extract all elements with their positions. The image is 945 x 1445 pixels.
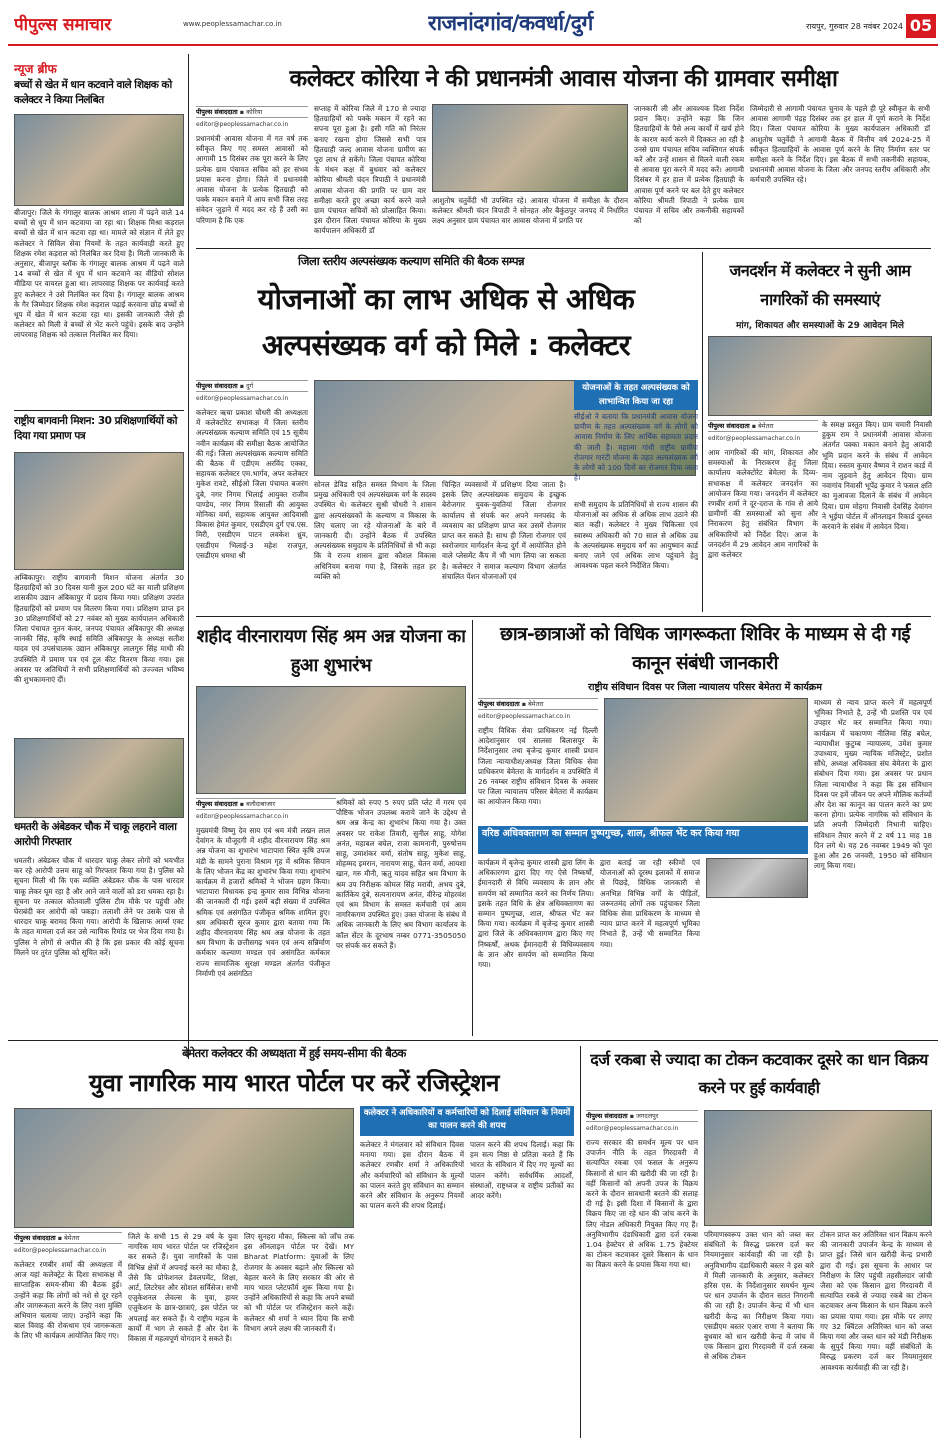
shramik-byline: पीपुल्स संवाददाता ▪ बलौदाबाजार [196,798,336,810]
minority-byline-place: दुर्ग [246,382,254,390]
samay-col3: लिए सुनहरा मौका, स्किल्स को जाँच तक इस ऑनलाइन पोर्टल पर देखें। MY Bharat Platform: युवाओं के लिए रोजगार के अवसर बढ़ाने और स्किल्स को बेहतर करने के लिए सरकार की ओर से माय भारत प्लेटफॉर्म शुरू किया गया है। उन्होंने अधिकारियों से कहा कि अपने बच्चों को भी पोर्टल पर रजिस्ट्रेशन करने कहें। कलेक्टर श्री शर्मा ने ध्यान दिया कि सभी विभाग अपने लक्ष्य की जानकारी दें। [244,1232,354,1333]
samay-col5: पालन करने की शपथ दिलाई। कहा कि हम सत्य निष्ठा से प्रतिज्ञा करते हैं कि भारत के संविधान में दिए गए मूल्यों का पालन करेंगे। सर्वधर्मिक आदर्शों, संस्थाओं, राष्ट्रध्वज व राष्ट्रीय प्रतीकों का आदर करेंगे। [470,1140,574,1201]
minority-col3: चिन्हित व्यवसायों में प्रशिक्षण दिया जाता है। इसके लिए अल्पसंख्यक समुदाय के इच्छुक बेरोजगार युवक-युवतियां जिला रोजगार कार्यालय से संपर्क कर अपने मनपसंद के व्यवसाय का प्रशिक्षण प्राप्त कर उसमें रोजगार प्राप्त कर सकते हैं। साथ ही जिला रोजगार एवं स्वरोजगार मार्गदर्शन केन्द्र दुर्ग में आयोजित होने वाले प्लेसमेंट कैंप में भी भाग लिया जा सकता है। कलेक्टर ने समाज कल्याण विभाग अंतर्गत संचालित पेंशन योजनाओं एवं [442,480,566,581]
samay-kicker: बेमेतरा कलेक्टर की अध्यक्षता में हुई समय-सीमा की बैठक [182,1046,406,1060]
jandarshan-headline: जनदर्शन में कलेक्टर ने सुनी आम नागरिकों की समस्याएं [729,261,911,309]
vidhik-col4: माध्यम से न्याय प्राप्त करने में महत्वपूर्ण भूमिका निभाते है, उन्हें भी प्रशस्ति पत्र एवं उपहार भेंट कर सम्मानित किया गया। कार्यक्रम में चकाणण नीलिमा सिंह बघेल, न्यायाधीश कुटुम्ब न्यायालय, उमेश कुमार उपाध्याय, मुख्य न्यायिक मजिस्ट्रेट, प्रशोत सौंधे, अध्यक्ष अधिवक्ता संघ बेमेतरा के द्वारा संबोधन दिया गया। इस अवसर पर प्रधान जिला न्यायाधीश ने कहा कि इस संविधान दिवस पर हमें जीवन पर अपने मौलिक कर्तव्यों और देश का कानून का पालन करने का प्रण करना होगा। प्रत्येक नागरिक को संविधान के प्रति अपनी जिम्मेदारी निभानी चाहिए। संविधान तैयार करने में 2 वर्ष 11 माह 18 दिन लगे थे। यह 26 नवम्बर 1949 को पूरा हुआ और 26 जनवरी, 1950 को संविधान लागू किया गया। [814,698,932,871]
token-photo [704,1110,932,1226]
vidhik-col2: कार्यक्रम में बृजेन्द्र कुमार शास्त्री द्वारा लिंग के अधिकारगण द्वारा दिए गए ऐसे निष्कर्षों, ईमानदारी से विधि व्यवसाय के ज्ञान और समर्पण को सम्मानित करने का निर्णय लिया। इसके तहत विधि के क्षेत्र अधिवक्तागण का सम्मान पुष्पगुच्छ, शाल, श्रीफल भेंट कर किया गया। कार्यक्रम में बृजेन्द्र कुमार शास्त्री द्वारा जिले के अधिवक्तागण द्वारा किए गए निष्कर्षों, अथक ईमानदारी से विधिव्यवसाय के ज्ञान और समर्पण को सम्मानित किया गया। [478,858,594,970]
bagwani-photo [14,452,184,570]
masthead [8,6,938,46]
top-email[interactable]: editor@peoplessamachar.co.in [196,121,289,128]
samay-byline-name: पीपुल्स संवाददाता [14,1234,56,1242]
samay-photo [14,1108,354,1228]
top-col5: जिम्मेदारी से आगामी पंचायत चुनाव के पहले ही पूरे स्वीकृत के सभी आवास आगामी पंद्रह दिसंबर तक हर हाल में पूर्ण कराने के निर्देश दिए। जिला पंचायत कोरिया के मुख्य कार्यपालन अधिकारी डॉ आशुतोष चतुर्वेदी ने आगामी बैठक में वित्तीय वर्ष 2024-25 में स्वीकृत हितग्राहियों के आवास पूर्ण करने के लिए निर्माण स्तर पर समीक्षा करने के निर्देश दिए। इस बैठक में सभी तकनीकी सहायक, प्रधानमंत्री आवास योजना के जिला और जनपद स्तरीय अधिकारी और कर्मचारी उपस्थित रहे। [750,104,930,185]
issue-date: रायपुर, गुरुवार 28 नवंबर 2024 [806,22,903,31]
page-number: 05 [906,14,936,38]
token-col3: टोकन प्राप्त कर अतिरिक्त धान विक्रय करने की जानकारी उपार्जन केन्द्र के माध्यम से प्राप्त हुई। जिसे धान खरीदी केन्द्र प्रभारी द्वारा दी गई। इस सूचना के आधार पर निरीक्षण के लिए पहुंची तहसीलदार जांची जैसा को एक किसान द्वारा गिरदावरी में सत्यापित रकबे से ज्यादा रकबे का टोकन कटवाकर अन्य किसान के धान विक्रय करने का प्रयास पाया गया। इस मौके पर लगए गए 32 क्विंटल अतिरिक्त धान को जब्त किया गया और जब्त धान को मंडी निरीक्षक के सुपुर्द किया गया। वहीं संबंधितों के विरुद्ध प्रकरण दर्ज कर नियमानुसार आवश्यक कार्यवाही की जा रही है। [820,1230,932,1372]
dhamtari-photo [14,738,184,818]
minority-callout-body: सीईओ ने बताया कि प्रधानमंत्री आवास योजना ग्रामीण के तहत अल्पसंख्यक वर्ग के लोगों को आवास निर्माण के लिए आर्थिक सहायता प्रदान की जाती है। महात्मा गांधी राष्ट्रीय ग्रामीण रोजगार गारंटी योजना के तहत अल्पसंख्यक वर्ग के लोगों को 100 दिनों का रोजगार दिया जाता है। [574,412,698,483]
minority-col1: कलेक्टर ऋचा प्रकाश चौधरी की अध्यक्षता में कलेक्टोरेट सभाकक्ष में जिला स्तरीय अल्पसंख्यक कल्याण समिति एवं 15 सूत्रीय नवीन कार्यक्रम की समीक्षा बैठक आयोजित की गई। जिला अल्पसंख्यक कल्याण समिति की बैठक में एडीएम अरविंद एक्का, सहायक कलेक्टर एम.भार्गव, अपर कलेक्टर मुकेश रावटे, सीईओ जिला पंचायत बजरंग दुबे, नगर निगम भिलाई आयुक्त राजीव पाण्डेय, नगर निगम रिसाली की आयुक्त मोनिका वर्मा, सहायक आयुक्त आदिवासी विकास हेमंत कुमार, एसडीएम दुर्ग एच.एस. मिरी, एसडीएम पाटन लवकेश ध्रुव, एसडीएम भिलाई-3 महेश राजपूत, एसडीएम धमधा श्री [196,408,308,560]
top-byline: पीपुल्स संवाददाता ▪ कोरिया [196,106,308,118]
shramik-byline-name: पीपुल्स संवाददाता [196,800,238,808]
shramik-email[interactable]: editor@peoplessamachar.co.in [196,813,289,820]
token-byline-name: पीपुल्स संवाददाता [586,1112,628,1120]
top-col1: प्रधानमंत्री आवास योजना में गत वर्ष तक स्वीकृत किए गए समस्त आवासों को आगामी 15 दिसंबर तक पूरा करने के लिए प्रत्येक ग्राम पंचायत सचिव को हर संभव प्रयास करना होगा। जिले में प्रधानमंत्री आवास योजना के प्रत्येक हितग्राही को पक्के मकान बनाने में आप सभी जिस तरह संवेदन जुड़ाने में मदद कर रहे हैं उसी का परिणाम है कि एक [196,134,308,225]
dhamtari-body: धमतरी। अंबेडकर चौक में धारदार चाकू लेकर लोगों को भयभीत कर रहे आरोपी उत्तम साहू को गिरफ्तार किया गया है। पुलिस को सूचना मिली थी कि एक व्यक्ति अंबेडकर चौक के पास धारदार चाकू लेकर घूम रहा है और आने जाने वालों को डरा धमका रहा है। सूचना पर तत्काल कोतवाली पुलिस टीम मौके पर पहुंची और घेराबंदी कर आरोपी को पकड़ा। तलाशी लेने पर उसके पास से धारदार चाकू बरामद किया गया। आरोपी के खिलाफ आर्म्स एक्ट के तहत मामला दर्ज कर उसे न्यायिक रिमांड पर भेज दिया गया है। पुलिस ने लोगों से अपील की है कि इस प्रकार की कोई सूचना मिलने पर तुरंत पुलिस को सूचित करें। [14,856,184,957]
jandarshan-byline-name: पीपुल्स संवाददाता [708,422,750,430]
jandarshan-byline-place: बेमेतरा [758,422,774,430]
shramik-byline-place: बलौदाबाजार [246,800,276,808]
website-url[interactable]: www.peoplessamachar.co.in [183,20,282,28]
vidhik-col1: राष्ट्रीय विधिक सेवा प्राधिकरण नई दिल्ली आदेशानुसार एवं सालसा बिलासपुर के निर्देशानुसार तथा बृजेन्द्र कुमार शास्त्री प्रधान जिला न्यायाधीश/अध्यक्ष जिला विधिक सेवा प्राधिकरण बेमेतरा के मार्गदर्शन व उपस्थिति में 26 नवम्बर राष्ट्रीय संविधान दिवस के अवसर पर जिला न्यायालय परिसर बेमेतरा में कार्यक्रम का आयोजन किया गया। [478,726,598,807]
brand-logo: पीपुल्स समाचार [14,15,112,35]
dhamtari-headline: धमतरी के अंबेडकर चौक में चाकू लहराने वाला आरोपी गिरफ्तार [14,821,177,848]
vidhik-byline-place: बेमेतरा [528,700,544,708]
vidhik-subhead: राष्ट्रीय संविधान दिवस पर जिला न्यायालय परिसर बेमेतरा में कार्यक्रम [588,682,822,693]
vidhik-col3: द्वारा बताई जा रही स्कीमों एवं योजनाओं को दूरस्थ इलाकों में समाज से पिछड़े, विधिक जानकारी से अनभिज्ञ विभिन्न वर्गों के पीड़ितों, जरूरतमंद लोगों तक पहुंचाकर जिला विधिक सेवा प्राधिकरण के माध्यम से न्याय प्राप्त करने में महत्वपूर्ण भूमिका निभाते हैं, उन्हें भी सम्मानित किया गया। [600,858,700,949]
samay-byline-place: बेमेतरा [64,1234,80,1242]
minority-byline-name: पीपुल्स संवाददाता [196,382,238,390]
news-brief-photo [14,114,184,206]
minority-headline: योजनाओं का लाभ अधिक से अधिक अल्पसंख्यक वर्ग को मिले : कलेक्टर [257,282,635,362]
minority-email[interactable]: editor@peoplessamachar.co.in [196,395,289,402]
minority-col4: सभी समुदाय के प्रतिनिधियों से राज्य शासन की योजनाओं का अधिक से अधिक लाभ उठाने की बात कही। कलेक्टर ने मुख्य चिकित्सा एवं स्वास्थ्य अधिकारी को 70 साल से अधिक उम्र के अल्पसंख्यक समुदाय वर्ग का आयुष्मान कार्ड बनाए जाने एवं अधिक लाभ पहुंचाने हेतु आवश्यक पहल करने निर्देशित किया। [574,500,698,571]
vidhik-byline-name: पीपुल्स संवाददाता [478,700,520,708]
bagwani-body: अम्बिकापुर। राष्ट्रीय बागवानी मिशन योजना अंतर्गत 30 हितग्राहियों को 30 दिवस यानी कुल 200 घंटे का माली प्रशिक्षण शासकीय उद्यान अंबिकापुर में प्रदाय किया गया। प्रशिक्षण उपरांत हितग्राहियों को प्रमाण पत्र वितरण किया गया। प्रशिक्षण प्राप्त इन 30 प्रशिक्षणार्थियों को 27 नवंबर को मुख्य कार्यपालन अधिकारी जिला पंचायत नूतन कंवर, जनपद पंचायत अंबिकापुर की अध्यक्ष जानकी सिंह, कृषि स्थाई समिति अंबिकापुर के अध्यक्ष सतीश यादव एवं उपसंचालक उद्यान अंबिकापुर लालगुरु सिंह माथी की उपस्थिति में प्रमाण पत्र एवं टूल कीट वितरण किया गया। इस अवसर पर अतिथियों ने सभी प्रशिक्षणार्थियों को उज्ज्वल भविष्य की शुभकामनाएं दीं। [14,573,184,685]
shramik-photo [196,686,466,794]
minority-kicker: जिला स्तरीय अल्पसंख्यक कल्याण समिति की बैठक सम्पन्न [297,254,525,268]
samay-headline: युवा नागरिक माय भारत पोर्टल पर करें रजिस्ट्रेशन [89,1069,499,1097]
vidhik-headline: छात्र-छात्राओं को विधिक जागरूकता शिविर के माध्यम से दी गई कानून संबंधी जानकारी [499,624,911,674]
token-email[interactable]: editor@peoplessamachar.co.in [586,1125,679,1132]
token-byline: पीपुल्स संवाददाता ▪ जगदलपुर [586,1110,698,1122]
top-meeting-photo [432,104,628,192]
news-brief-label: न्यूज ब्रीफ [14,62,57,76]
top-byline-place: कोरिया [246,108,263,116]
top-col2: सप्ताह में कोरिया जिले में 170 से ज्यादा हितग्राहियों को पक्के मकान में रहने का सपना पूरा हुआ है। इसी गति को निरंतर बनाए रखना होगा जिससे सभी पात्र हितग्राही जल्द आवास योजना ग्रामीण का पूरा लाभ ले सकेंगे। जिला पंचायत कोरिया के मंथन कक्ष में बुधवार को कलेक्टर कोरिया श्रीमती चंदन त्रिपाठी ने प्रधानमंत्री आवास योजना की प्रगति पर ग्राम वार समीक्षा करते हुए अच्छा कार्य करने वाले ग्राम पंचायत सचिवों को प्रोत्साहित किया। इस दौरान जिला पंचायत कोरिया के मुख्य कार्यपालन अधिकारी डॉ [314,104,426,236]
top-byline-name: पीपुल्स संवाददाता [196,108,238,116]
vidhik-photo-small [706,858,808,898]
section-title: राजनांदगांव/कवर्धा/दुर्ग [428,11,593,35]
jandarshan-subhead: मांग, शिकायत और समस्याओं के 29 आवेदन मिले [735,321,904,331]
vidhik-email[interactable]: editor@peoplessamachar.co.in [478,713,571,720]
vidhik-byline: पीपुल्स संवाददाता ▪ बेमेतरा [478,698,598,710]
bagwani-headline: राष्ट्रीय बागवानी मिशन: 30 प्रशिक्षणार्थियों को दिया गया प्रमाण पत्र [14,415,177,442]
news-brief-headline: बच्चों से खेत में धान कटवाने वाले शिक्षक को कलेक्टर ने किया निलंबित [14,79,172,106]
token-byline-place: जगदलपुर [636,1112,659,1120]
shramik-headline: शहीद वीरनारायण सिंह श्रम अन्न योजना का हुआ शुभारंभ [196,626,466,676]
vidhik-photo [604,698,808,822]
top-col4: जानकारी ली और आवश्यक दिशा निर्देश प्रदान किए। उन्होंने कहा कि जिन हितग्राहियों के पैसे अन्य कार्यों में खर्च होने के कारण कार्य करने में दिक्कत आ रही है उनसे ग्राम पंचायत सचिव व्यक्तिगत संपर्क करें और उन्हें शासन से मिलने वाली रकम से आवास पूरा करने में मदद करें। आगामी दिसंबर में हर हाल में प्रत्येक हितग्राही के आवास पूर्ण करने पर बल देते हुए कलेक्टर कोरिया श्रीमती त्रिपाठी ने प्रत्येक ग्राम पंचायत में सचिव और तकनीकी सहायकों को [634,104,744,226]
shramik-col1: मुख्यमंत्री विष्णु देव साय एवं श्रम मंत्री लखन लाल देवांगन के मौजूदगी में शहीद वीरनारायण सिंह श्रम अन्न योजना का शुभारंभ भाटापारा स्थित कृषि उपज मंडी के सामने पुराना विश्राम गृह में श्रमिक सियान के लिए भोजन केंद्र का शुभारंभ किया गया। शुभारंभ कार्यक्रम में हजारों श्रमिकों ने भोजन ग्रहण किया। भाटापारा विधायक इन्द्र कुमार साव विभिन्न योजना की जानकारी दी गई। इसमें बड़ी संख्या में उपस्थित श्रमिक एवं असंगठित पंजीकृत श्रमिक शामिल हुए। श्रम अधिकारी सूरज कुमार द्वारा बताया गया कि शहीद वीरनारायण सिंह श्रम अन्न योजना के तहत श्रम विभाग के छत्तीसगढ़ भवन एवं अन्य सन्निर्माण कर्मकार कल्याण मण्डल एवं असंगठित कर्मकार राज्य सामाजिक सुरक्षा मण्डल अंतर्गत पंजीकृत निर्माणी एवं असंगठित [196,826,330,978]
samay-email[interactable]: editor@peoplessamachar.co.in [14,1247,107,1254]
jandarshan-photo [708,336,932,416]
shramik-col2: श्रमिकों को रुपए 5 रुपए प्रति प्लेट में गरम एवं पौष्टिक भोजन उपलब्ध कराये जाने के उद्देश्य से श्रम अन्न केन्द्र का शुभारंभ किया गया है। उक्त अवसर पर राकेश तिवारी, सुनील साहू, योगेश अनंत, महाबल बघेल, राजा कामनानी, पुरुषोत्तम साहू, उमाशंकर वर्मा, संतोष साहू, मुकेश साहू, मोहम्मद इमरान, नारायण साहू, चेतन वर्मा, आयशा खान, गरु मीनी, ऋतु यादव सहित श्रम विभाग के श्रम उप निरीक्षक कोमल सिंह मरावी, अभय दुबे, कार्तिकेय दुबे, सत्यनारायण अनंत, वीरेन्द्र मोहरवंश एवं श्रम विभाग के समस्त कर्मचारी एवं आम नागरिकगण उपस्थित हुए। उक्त योजना के संबंध में अधिक जानकारी के लिए श्रम विभाग कार्यालय के कॉल सेंटर के दूरभाष नम्बर 0771-3505050 पर संपर्क कर सकते हैं। [336,798,466,950]
jandarshan-email[interactable]: editor@peoplessamachar.co.in [708,435,801,442]
jandarshan-col1: आम नागरिकों की मांग, शिकायत और समस्याओं के निराकरण हेतु जिला कार्यालय कलेक्टोरेट बेमेतरा के दिव्य-सभाकक्ष में कलेक्टर जनदर्शन का आयोजन किया गया। जनदर्शन में कलेक्टर रणबीर शर्मा ने दूर-दराज के गांव से आये ग्रामीणों की समस्याओं को सुना और निराकरण हेतु संबंधित विभाग के अधिकारियों को निर्देश दिए। आज के जनदर्शन में 29 आवेदन आम नागरिकों के द्वारा कलेक्टर [708,448,818,560]
samay-callout: कलेक्टर ने अधिकारियों व कर्मचारियों को दिलाई संविधान के नियमों का पालन करने की शपथ [360,1106,574,1136]
samay-col2: जिले के सभी 15 से 29 वर्ष के युवा नागरिक माय भारत पोर्टल पर रजिस्ट्रेशन कर सकते हैं। युवा नागरिकों के पास विभिन्न क्षेत्रों में अपनाई करने का मौका है, जैसे कि प्रोफेशनल डेवलपमेंट, शिक्षा, आर्ट, लिटरेचर और सोशल सर्विसेज। सभी एजुकेशनल लेवल्स के युवा, हायर एजुकेशन के छात्र-छात्राएं, इस पोर्टल पर अपलाई कर सकते हैं। ये राष्ट्रीय महत्व के कार्यों में भाग ले सकते हैं और देश के विकास में महत्वपूर्ण योगदान दे सकते हैं। [128,1232,238,1344]
samay-col1: कलेक्टर रणबीर शर्मा की अध्यक्षता में आज यहां कलेक्ट्रेट के दिशा सभाकक्ष में साप्ताहिक समय-सीमा की बैठक हुई। उन्होंने कहा कि लोगों को नशे से दूर रहने और जागरूकता करने के लिए नशा मुक्ति अभियान चलाया जाए। उन्होंने कहा कि बाल विवाह की रोकथाम एवं जागरूकता के लिए भी कार्यक्रम आयोजित किए गए। [14,1260,122,1341]
top-col3: आशुतोष चतुर्वेदी भी उपस्थित रहे। आवास योजना में समीक्षा के दौरान कलेक्टर श्रीमती चंदन त्रिपाठी ने सोनहत और बैकुंठपुर जनपद में निर्धारित लक्ष्य अनुसार ग्राम पंचायत वार आवास योजना में प्रगति पर [432,196,628,226]
news-brief-body: बीजापुर। जिले के गंगालूर बालक आश्रम शाला में पढ़ने वाले 14 बच्चों से धूप में धान कटवाया जा रहा था। शिक्षक मिश्रा कड़राल बच्चों से खेत में धान कटवा रहा था। मामले को संज्ञान में लेते हुए कलेक्टर ने सिविल सेवा नियमों के तहत कार्यवाही करते हुए शिक्षक रमेश कड़राल को निलंबित कर दिया है। मिली जानकारी के अनुसार, बीजापुर ब्लॉक के गंगालूर बालक आश्रम में पढ़ने वाले 14 बच्चों से खेत में धूप में धान कटवाने का वीडियो सोशल मीडिया पर वायरल हुआ था। लापरवाह शिक्षक पर कार्यवाई करते हुए कलेक्टर ने उसे निलंबित कर दिया है। गंगालूर बालक आश्रम के गैर जिम्मेदार शिक्षक रमेश कड़राल पढ़ाई करवाना छोड़ बच्चों से धूप में खेत में धान कटवा रहा था। इसकी जानकारी जैसे ही कलेक्टर को मिली वे बच्चों से भेंट करने पहुंचे। इसके बाद उन्होंने लापरवाह शिक्षक को तत्काल निलंबित कर दिया। [14,208,184,340]
minority-col2: सोनल डेविड सहित समस्त विभाग के जिला प्रमुख अधिकारी एवं अल्पसंख्यक वर्ग के सदस्य उपस्थित थे। कलेक्टर सुश्री चौधरी ने शासन द्वारा अल्पसंख्यकों के कल्याण व विकास के लिए चलाए जा रहे योजनाओं के बारे में जानकारी दी। उन्होंने बैठक में उपस्थित अल्पसंख्यक समुदाय के प्रतिनिधियों से भी कहा कि वे राज्य शासन द्वारा कौशल विकास अधिनियम बनाया गया है, जिसके तहत हर व्यक्ति को [314,480,436,581]
token-col2: परिमाणस्वरूप उक्त धान को जब्त कर संबंधितों के विरुद्ध प्रकरण दर्ज कर नियमानुसार कार्यवाही की जा रही है। अनुविभागीय दंडाधिकारी बस्तर ने इस बारे में मिली जानकारी के अनुसार, कलेक्टर हरिस एस. के निर्देशानुसार समर्थन मूल्य पर धान उपार्जन के दौरान सतत निगरानी की जा रही है। उपार्जन केन्द्र में भी धान खरीदी केन्द्र का निरीक्षण किया गया। एसडीएम बस्तर एआर राणा ने बताया कि बुधवार को धान खरीदी केन्द्र में जांच में एक किसान द्वारा गिरदावरी में दर्ज रकबा से अधिक टोकन [704,1230,814,1362]
samay-byline: पीपुल्स संवाददाता ▪ बेमेतरा [14,1232,122,1244]
minority-byline: पीपुल्स संवाददाता ▪ दुर्ग [196,380,308,392]
vidhik-callout: वरिष्ठ अधिवक्तागण का सम्मान पुष्पगुच्छ, शाल, श्रीफल भेंट कर किया गया [478,826,808,854]
jandarshan-col2: के समक्ष प्रस्तुत किए। ग्राम चमारी निवासी हुकुम राम ने प्रधानमंत्री आवास योजना अंतर्गत पक्का मकान बनाने हेतु आवादी भूमि प्रदान करने के संबंध में आवेदन दिया। रुस्तम कुमार वैष्णव ने राशन कार्ड में नाम जुड़वाने हेतु आवेदन दिया। ग्राम नवागांव निवासी भूपेंद्र कुमार ने फसल क्षति का मुआवजा दिलाने के संबंध में आवेदन दिया। ग्राम मोहगा निवासी देवसिंह देवांगन ने भूईया पोर्टल में ऑनलाइन रिकार्ड दुरुस्त करवाने के संबंध में आवेदन दिया। [822,420,932,532]
minority-callout: योजनाओं के तहत अल्पसंख्यक को लाभान्वित किया जा रहा [574,380,698,410]
token-col1: राज्य सरकार की समर्थन मूल्य पर धान उपार्जन नीति के तहत गिरदावरी में सत्यापित रकबा एवं फसल के अनुरूप किसानों से धान की खरीदी की जा रही है। वहीं किसानों को अपनी उपज के विक्रय करने के दौरान सावधानी बरतने की सलाह दी गई है। इसी दिशा में किसानों के द्वारा विक्रय किए जा रहे धान की जांच करने के लिए नोडल अधिकारी नियुक्त किए गए हैं। अनुविभागीय दंडाधिकारी द्वारा दर्ज रकबा 1.04 हेक्टेयर से अधिक 1.75 हेक्टेयर का टोकन कटवाकर दूसरे किसान के धान का विक्रय करने के प्रयास किया गया था। [586,1138,698,1270]
samay-col4: कलेक्टर ने मंगलवार को संविधान दिवस मनाया गया। इस दौरान बैठक में कलेक्टर रणबीर शर्मा ने अधिकारियों और कर्मचारियों को संविधान के मूल्यों का पालन करते हुए संविधान का सम्मान करने और संविधान के अनुरूप नियमों का पालन करने की शपथ दिलाई। [360,1140,464,1211]
jandarshan-byline: पीपुल्स संवाददाता ▪ बेमेतरा [708,420,818,432]
token-headline: दर्ज रकबा से ज्यादा का टोकन कटवाकर दूसरे का धान विक्रय करने पर हुई कार्यवाही [590,1050,928,1097]
top-headline: कलेक्टर कोरिया ने की प्रधानमंत्री आवास योजना की ग्रामवार समीक्षा [289,66,838,92]
